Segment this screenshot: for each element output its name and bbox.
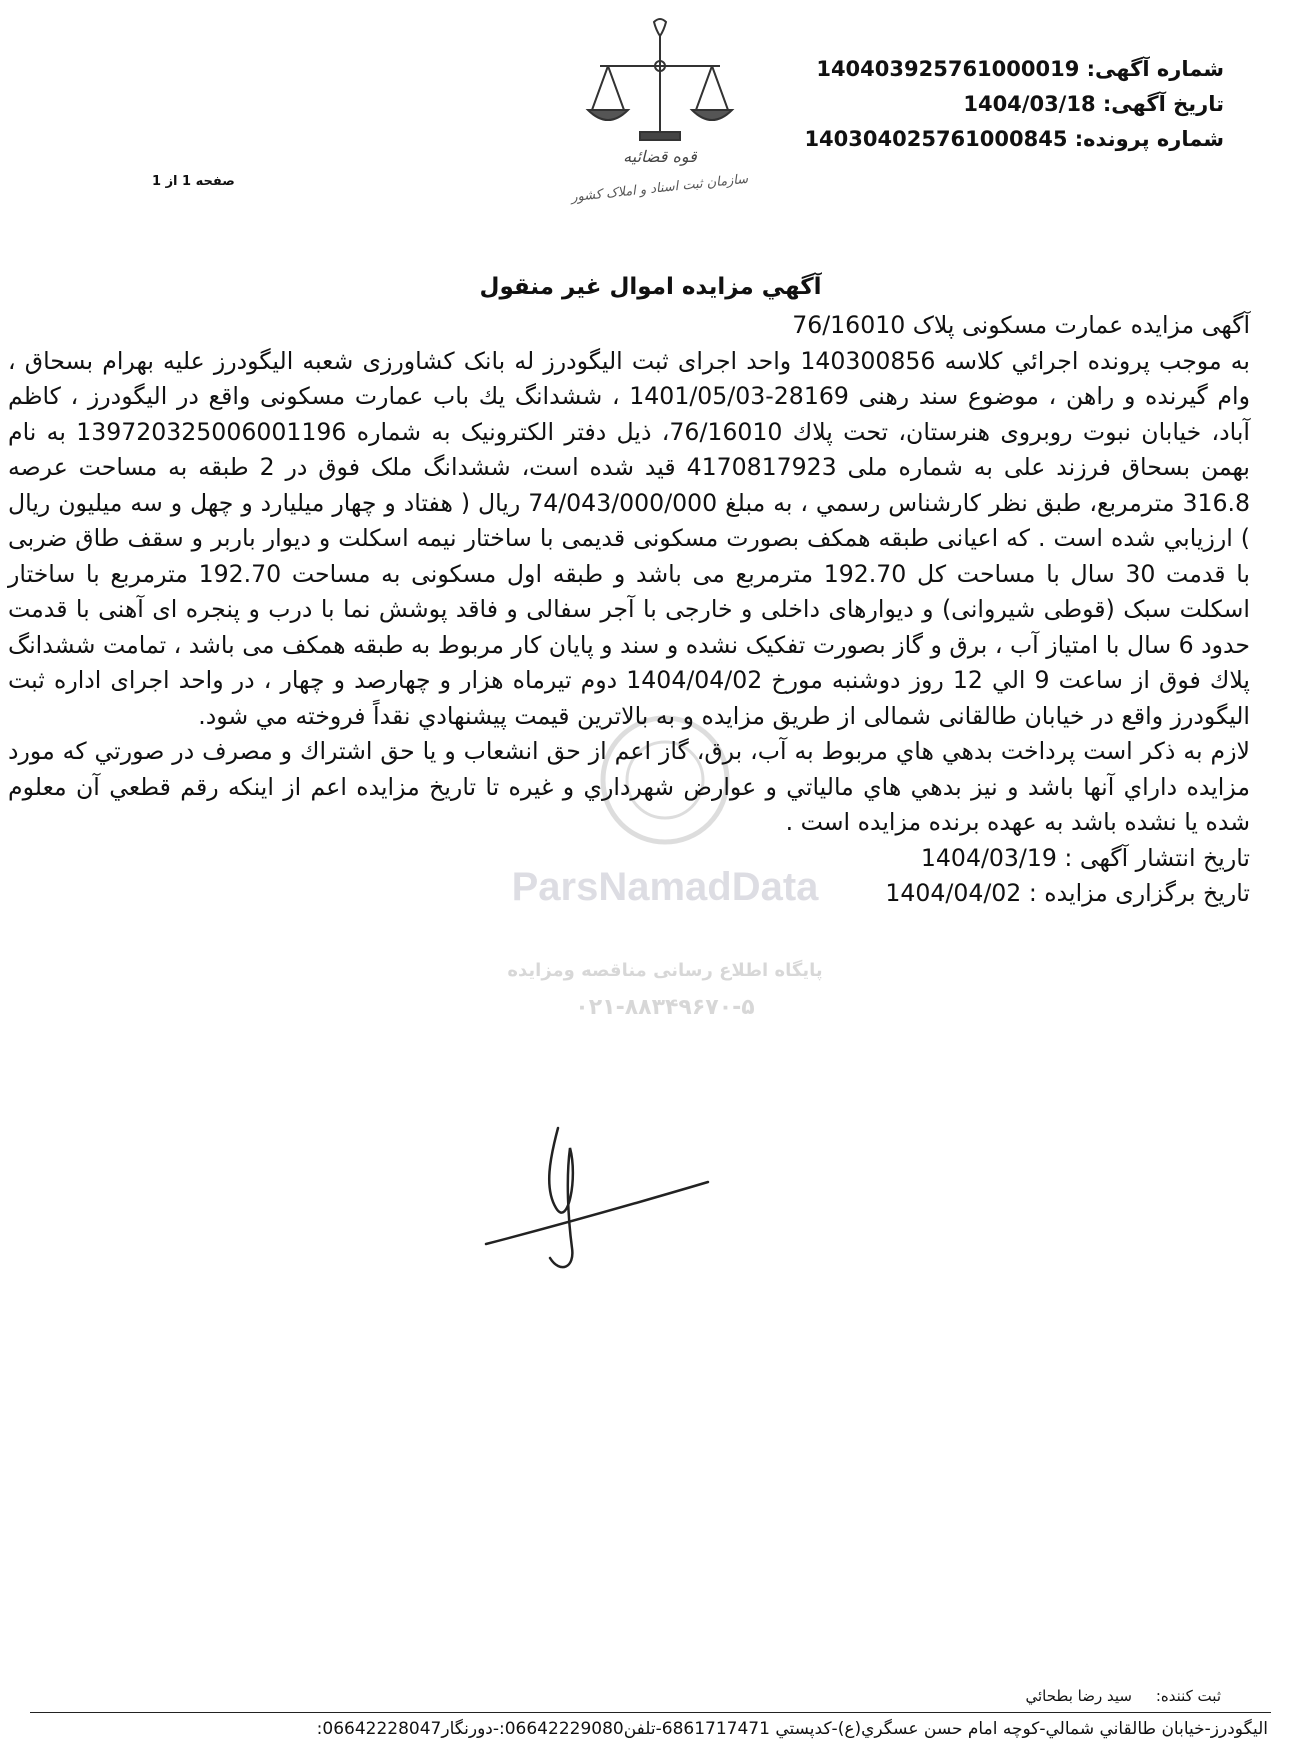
notice-body [8, 308, 1250, 912]
registrar-label: ثبت کننده: [1155, 1687, 1221, 1705]
ad-number-label: شماره آگهی: [1086, 57, 1224, 81]
page-title: آگهي مزايده اموال غير منقول [479, 274, 822, 300]
ad-date-row [804, 87, 1224, 122]
auction-date: 1404/04/02 [885, 879, 1022, 907]
case-number-row [804, 122, 1224, 157]
ad-meta [804, 52, 1224, 157]
notice-debt-paragraph: لازم به ذكر است پرداخت بدهي هاي مربوط به آب، برق، گاز اعم از حق انشعاب و يا حق اشتراك و مصرف در صورتي كه مورد مزايده داراي آنها باشد و نيز بدهي هاي مالياتي و عوارض شهرداري و غيره تا تاريخ مزايده اعم از اينكه رقم قطعي آن معلوم شده يا نشده باشد به عهده برنده مزايده است . [8, 737, 1250, 836]
footer-address: اليگودرز-خيابان طالقاني شمالي-كوچه امام حسن عسگري(ع)-كدپستي 6861717471-تلفن06642229080:-دورنگار06642228047: [316, 1719, 1268, 1739]
registrar-name: سيد رضا بطحائي [1025, 1687, 1132, 1705]
watermark-desc: پایگاه اطلاع رسانی مناقصه ومزایده [507, 960, 823, 981]
watermark-brand: ParsNamadData [511, 865, 819, 909]
ad-number: 140403925761000019 [816, 57, 1080, 81]
ad-date-label: تاریخ آگهی: [1102, 92, 1224, 116]
notice-main-paragraph: به موجب پرونده اجرائي كلاسه 140300856 واحد اجرای ثبت الیگودرز له بانک کشاورزی شعبه الیگودرز علیه بهرام بسحاق ، وام گیرنده و راهن ، موضوع سند رهنی 28169-1401/05/03 ، ششدانگ يك باب عمارت مسکونی واقع در الیگودرز ، کاظم آباد، خیابان نبوت روبروی هنرستان، تحت پلاك 76/16010، ذیل دفتر الکترونیک به شماره 139720325006001196 به نام بهمن بسحاق فرزند علی به شماره ملی 4170817923 قید شده است، ششدانگ ملک فوق در 2 طبقه به مساحت عرصه 316.8 مترمربع، طبق نظر كارشناس رسمي ، به مبلغ 74/043/000/000 ريال ( هفتاد و چهار میلیارد و چهل و سه میلیون ریال ) ارزيابي شده است . که اعیانی طبقه همکف بصورت مسکونی قدیمی با ساختار نیمه اسکلت و دیوار باربر و سقف طاق ضربی با قدمت 30 سال با مساحت کل 192.70 مترمربع می باشد و طبقه اول مسکونی به مساحت 192.70 مترمربع با ساختار اسکلت سبک (قوطی شیروانی) و دیوارهای داخلی و خارجی با آجر سفالی و فاقد پوشش نما با درب و پنجره ای آهنی با قدمت حدود 6 سال با امتیاز آب ، برق و گاز بصورت تفکیک نشده و سند و پایان کار مربوط به طبقه همکف می باشد ، تمامت ششدانگ پلاك فوق از ساعت 9 الي 12 روز دوشنبه مورخ 1404/04/02 دوم تیرماه هزار و چهارصد و چهار ، در واحد اجرای اداره ثبت الیگودرز واقع در خیابان طالقانی شمالی از طريق مزايده و به بالاترين قيمت پيشنهادي نقداً فروخته مي شود. [8, 346, 1251, 730]
case-number: 140304025761000845 [804, 127, 1068, 151]
emblem-org-text: قوه قضائیه [623, 147, 697, 166]
watermark-phone: ۰۲۱-۸۸۳۴۹۶۷۰-۵ [575, 995, 755, 1020]
case-number-label: شماره پرونده: [1074, 127, 1224, 151]
publish-date-line [8, 841, 1250, 877]
page-number: صفحه 1 از 1 [152, 174, 235, 189]
notice-heading-line: آگهی مزایده عمارت مسکونی پلاک 76/16010 [792, 311, 1250, 339]
emblem-sub-text: سازمان ثبت اسناد و املاک کشور [570, 171, 749, 206]
auction-date-label: تاریخ برگزاری مزایده : [1028, 879, 1250, 907]
registrar [1026, 1687, 1222, 1705]
footer-divider [30, 1712, 1271, 1713]
judiciary-emblem-icon [570, 10, 750, 220]
ad-number-row [804, 52, 1224, 87]
signature-icon [480, 1118, 720, 1298]
auction-date-line [8, 876, 1250, 912]
ad-date: 1404/03/18 [963, 92, 1096, 116]
publish-date-label: تاریخ انتشار آگهی : [1064, 843, 1250, 872]
publish-date: 1404/03/19 [920, 843, 1057, 872]
